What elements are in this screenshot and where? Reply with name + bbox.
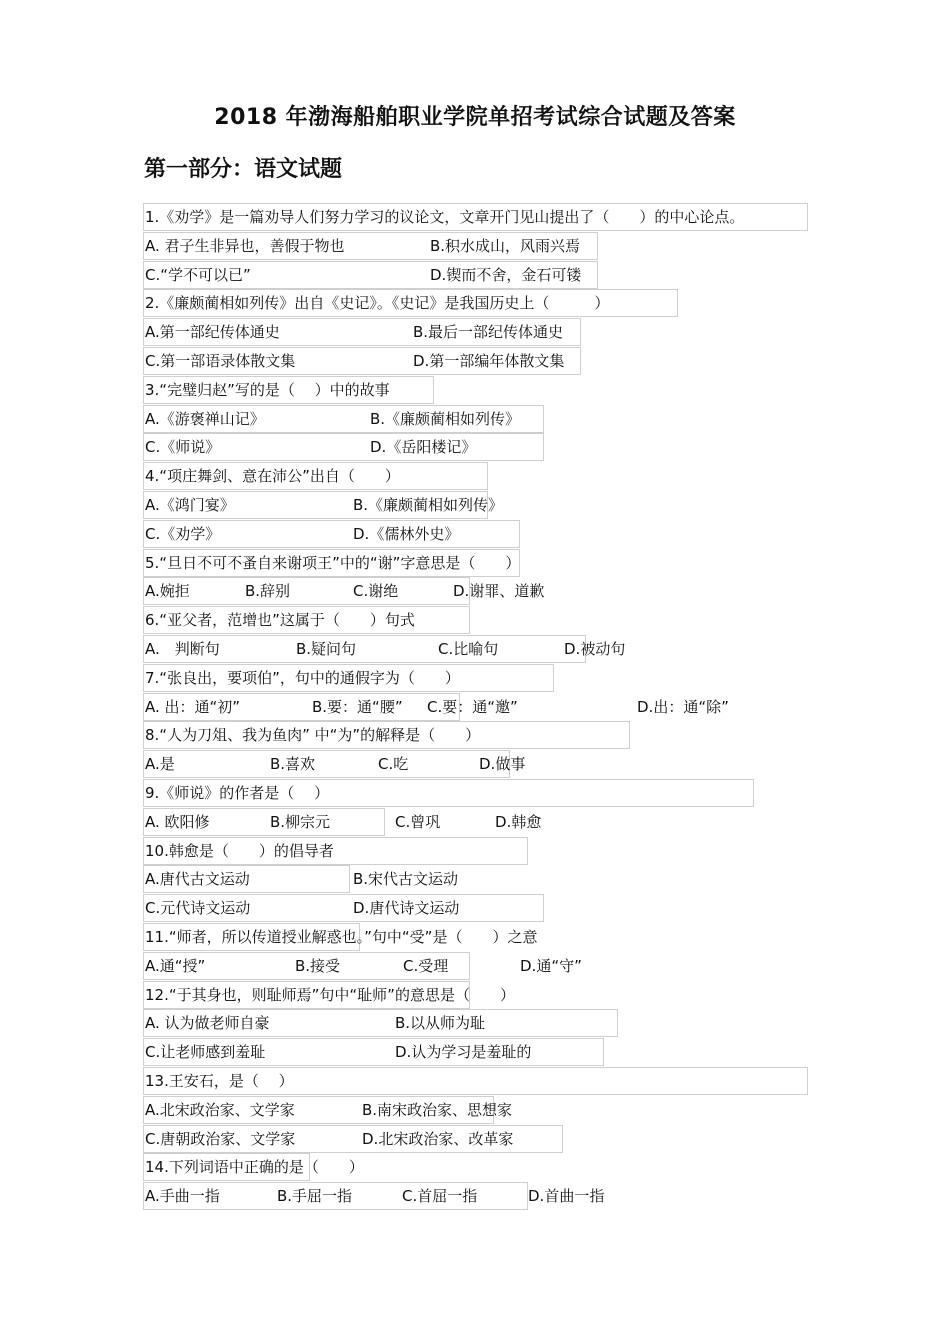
answer-option: B.以从师为耻	[395, 1014, 486, 1033]
answer-option: A.《鸿门宴》	[145, 496, 235, 514]
question-row	[143, 981, 515, 1009]
answer-option: C.谢绝	[353, 582, 399, 601]
answer-option: C.受理	[403, 956, 449, 975]
answer-option: C.让老师感到羞耻	[145, 1043, 266, 1062]
answer-option: C.第一部语录体散文集	[145, 352, 296, 370]
answer-option: A.北宋政治家、文学家	[145, 1100, 295, 1119]
question-text: 14.下列词语中正确的是（ ）	[145, 1158, 364, 1177]
answer-option: D.锲而不舍，金石可镂	[430, 265, 582, 284]
answer-option: C.曾巩	[395, 812, 441, 831]
question-row	[143, 203, 808, 231]
answer-option: B.柳宗元	[270, 812, 331, 831]
question-text: 12.“于其身也，则耻师焉”句中“耻师”的意思是（ ）	[145, 985, 515, 1004]
question-text: 2.《廉颇蔺相如列传》出自《史记》。《史记》是我国历史上（ ）	[145, 294, 610, 313]
answer-option: B.要：通“腰”	[312, 697, 403, 716]
answer-option: B.疑问句	[296, 640, 357, 658]
question-text: 9.《师说》的作者是（ ）	[145, 784, 330, 802]
answer-option: A. 出：通“初”	[145, 697, 241, 716]
options-row	[143, 808, 542, 836]
options-row	[143, 894, 544, 922]
question-text: 8.“人为刀俎、我为鱼肉” 中“为”的解释是（ ）	[145, 726, 481, 745]
options-row	[143, 750, 526, 778]
answer-option: B.《廉颇蔺相如列传》	[370, 409, 521, 428]
answer-option: B.宋代古文运动	[353, 870, 459, 889]
answer-option: D.唐代诗文运动	[353, 899, 460, 918]
options-row	[143, 865, 459, 893]
options-row	[143, 635, 626, 663]
answer-option: D.通“守”	[520, 956, 582, 975]
question-row	[143, 462, 488, 490]
answer-option: D.《岳阳楼记》	[370, 438, 477, 457]
question-row	[143, 721, 630, 749]
answer-option: D.被动句	[564, 640, 626, 658]
question-text: 3.“完璧归赵”写的是（ ）中的故事	[145, 380, 390, 399]
answer-option: B.《廉颇蔺相如列传》	[353, 496, 504, 514]
options-row	[143, 1009, 618, 1037]
document-title: 2018 年渤海船舶职业学院单招考试综合试题及答案	[214, 105, 736, 130]
options-row	[143, 405, 544, 433]
question-text: 13.王安石，是（ ）	[145, 1072, 294, 1090]
options-row	[143, 952, 582, 980]
options-row	[143, 433, 544, 461]
answer-option: D.认为学习是羞耻的	[395, 1043, 532, 1062]
question-text: 7.“张良出，要项伯”，句中的通假字为（ ）	[145, 668, 460, 687]
answer-option: C.要：通“邀”	[427, 697, 518, 716]
answer-option: C.《劝学》	[145, 524, 221, 543]
section-heading: 第一部分：语文试题	[144, 157, 343, 182]
answer-option: D.韩愈	[495, 812, 542, 831]
answer-option: D.出：通“除”	[637, 697, 729, 716]
question-text: 5.“旦日不可不蚤自来谢项王”中的“谢”字意思是（ ）	[145, 553, 521, 572]
question-row	[143, 923, 538, 951]
question-text: 4.“项庄舞剑、意在沛公”出自（ ）	[145, 467, 400, 486]
question-row	[143, 549, 520, 577]
options-row	[143, 577, 545, 605]
answer-option: A.手曲一指	[145, 1187, 220, 1206]
answer-option: B.南宋政治家、思想家	[362, 1100, 513, 1119]
answer-option: A.唐代古文运动	[145, 870, 250, 889]
answer-option: B.手屈一指	[277, 1187, 353, 1206]
answer-option: A.《游褒禅山记》	[145, 409, 265, 428]
answer-option: C.元代诗文运动	[145, 899, 251, 918]
answer-option: D.谢罪、道歉	[453, 582, 545, 601]
question-text: 6.“亚父者，范增也”这属于（ ）句式	[145, 611, 415, 630]
question-text: 10.韩愈是（ ）的倡导者	[145, 841, 334, 860]
answer-option: B.接受	[295, 956, 341, 975]
answer-option: A.第一部纪传体通史	[145, 323, 280, 342]
answer-option: D.北宋政治家、改革家	[362, 1129, 514, 1148]
options-row	[143, 318, 581, 346]
answer-option: D.《儒林外史》	[353, 524, 460, 543]
options-row	[143, 491, 504, 519]
options-row	[143, 1096, 513, 1124]
question-row	[143, 664, 554, 692]
question-row	[143, 289, 678, 317]
answer-option: A. 判断句	[145, 640, 220, 658]
answer-option: C.首屈一指	[402, 1187, 478, 1206]
options-row	[143, 1125, 563, 1153]
question-row	[143, 837, 528, 865]
question-row	[143, 376, 434, 404]
answer-option: D.首曲一指	[528, 1187, 605, 1206]
question-row	[143, 1067, 808, 1095]
answer-option: D.第一部编年体散文集	[413, 352, 565, 370]
options-row	[143, 232, 598, 260]
question-text: 11.“师者，所以传道授业解惑也。”句中“受”是（ ）之意	[145, 928, 538, 946]
answer-option: B.最后一部纪传体通史	[413, 323, 564, 342]
options-row	[143, 520, 520, 548]
answer-option: A. 欧阳修	[145, 812, 210, 831]
answer-option: B.积水成山，风雨兴焉	[430, 236, 581, 255]
answer-option: A.通“授”	[145, 956, 206, 975]
answer-option: A.婉拒	[145, 582, 190, 601]
options-row	[143, 261, 598, 289]
options-row	[143, 347, 581, 375]
answer-option: C.吃	[378, 755, 409, 774]
answer-option: B.喜欢	[270, 755, 316, 774]
question-row	[143, 1153, 364, 1181]
answer-option: B.辞别	[245, 582, 291, 601]
question-text: 1.《劝学》是一篇劝导人们努力学习的议论文，文章开门见山提出了（ ）的中心论点。	[145, 208, 745, 226]
options-row	[143, 1182, 605, 1210]
answer-option: C.《师说》	[145, 438, 221, 457]
answer-option: C.比喻句	[438, 640, 499, 658]
question-row	[143, 779, 754, 807]
answer-option: A.是	[145, 755, 175, 774]
options-row	[143, 1038, 604, 1066]
answer-option: C.唐朝政治家、文学家	[145, 1129, 296, 1148]
answer-option: D.做事	[479, 755, 526, 774]
question-row	[143, 606, 470, 634]
answer-option: A. 认为做老师自豪	[145, 1014, 270, 1033]
options-row	[143, 693, 729, 721]
answer-option: C.“学不可以已”	[145, 265, 251, 284]
answer-option: A. 君子生非异也，善假于物也	[145, 236, 345, 255]
